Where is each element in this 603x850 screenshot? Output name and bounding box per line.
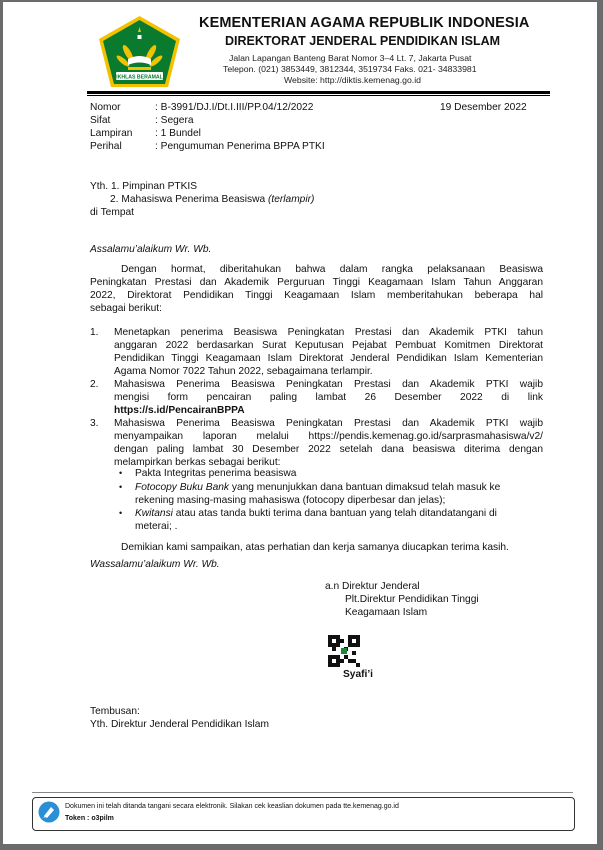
letter-page [3, 2, 597, 844]
signature-title-1: Plt.Direktur Pendidikan Tinggi [345, 594, 479, 605]
bullet-2-cont: rekening masing-masing mahasiswa (fotocopy diperbesar dan jelas); [135, 495, 446, 506]
nomor-label: Nomor [90, 102, 121, 113]
perihal-value: : Pengumuman Penerima BPPA PTKI [155, 141, 325, 152]
bullet-2: Fotocopy Buku Bank yang menunjukkan dana bantuan dimaksud telah masuk ke [135, 482, 501, 493]
closing-line: Demikian kami sampaikan, atas perhatian dan kerja samanya diucapkan terima kasih. [121, 542, 509, 553]
item-1-line: Agama Nomor 7022 Tahun 2022, sebagaimana terlampir. [114, 366, 373, 377]
pencairan-link[interactable]: https://s.id/PencairanBPPA [114, 405, 245, 416]
greeting: Assalamu’alaikum Wr. Wb. [90, 244, 212, 255]
phone-fax: Telepon. (021) 3853449, 3812344, 3519734 Faks. 021- 34833981 [223, 64, 477, 74]
item-3-line: dengan paling lambat 30 Desember 2022 setelah dana beasiswa diterima dengan [114, 444, 543, 455]
bullet-dot: • [119, 482, 123, 492]
item-number: 3. [90, 418, 99, 429]
header-rule-thick [87, 91, 550, 94]
tembusan-label: Tembusan: [90, 706, 140, 717]
item-number: 2. [90, 379, 99, 390]
item-3-line: Mahasiswa Penerima Beasiswa Peningkatan Prestasi dan Akademik PTKI wajib [114, 418, 543, 429]
intro-line: sebagai berikut: [90, 303, 162, 314]
tembusan-recipient: Yth. Direktur Jenderal Pendidikan Islam [90, 719, 269, 730]
intro-line: Dengan hormat, diberitahukan bahwa dalam rangka pelaksanaan Beasiswa [121, 264, 543, 275]
recipient-1: Yth. 1. Pimpinan PTKIS [90, 181, 198, 192]
item-1-line: Pendidikan Tinggi Keagamaan Islam Direktorat Jenderal Pendidikan Islam Kementerian [114, 353, 543, 364]
perihal-label: Perihal [90, 141, 122, 152]
item-1-line: anggaran 2022 berdasarkan Surat Keputusan Pejabat Pembuat Komitmen Direktorat [114, 340, 543, 351]
sifat-value: : Segera [155, 115, 194, 126]
directorate-name: DIREKTORAT JENDERAL PENDIDIKAN ISLAM [225, 34, 501, 48]
bullet-3: Kwitansi atau atas tanda bukti terima dana bantuan yang telah ditandatangani di [135, 508, 497, 519]
item-1-line: Menetapkan penerima Beasiswa Peningkatan Prestasi dan Akademik PTKI tahun [114, 327, 543, 338]
bullet-1: Pakta Integritas penerima beasiswa [135, 468, 297, 479]
signature-on-behalf: a.n Direktur Jenderal [325, 581, 420, 592]
item-number: 1. [90, 327, 99, 338]
sifat-label: Sifat [90, 115, 111, 126]
ministry-name: KEMENTERIAN AGAMA REPUBLIK INDONESIA [199, 15, 530, 31]
kemenag-logo [98, 15, 181, 88]
address: Jalan Lapangan Banteng Barat Nomor 3–4 Lt. 7, Jakarta Pusat [229, 53, 472, 63]
recipient-place: di Tempat [90, 207, 134, 218]
signer-name: Syafi’i [343, 669, 374, 680]
lampiran-value: : 1 Bundel [155, 128, 201, 139]
item-3-line: menyampaikan laporan melalui https://pendis.kemenag.go.id/sarprasmahasiswa/v2/ [114, 431, 543, 442]
bullet-3-cont: meterai; . [135, 521, 178, 532]
item-2-line: Mahasiswa Penerima Beasiswa Peningkatan Prestasi dan Akademik PTKI wajib [114, 379, 543, 390]
intro-line: Peningkatan Prestasi dan Akademik Perguruan Tinggi Keagamaan Islam Tahun Anggaran [90, 277, 543, 288]
qr-code-icon [328, 635, 360, 667]
bullet-dot: • [119, 468, 123, 478]
recipient-2: 2. Mahasiswa Penerima Beasiswa (terlampir) [110, 194, 315, 205]
letter-date: 19 Desember 2022 [440, 102, 527, 113]
footer-divider [32, 792, 573, 793]
e-sign-icon [38, 801, 60, 823]
lampiran-label: Lampiran [90, 128, 133, 139]
item-2-line: mengisi form pencairan paling lambat 26 Desember 2022 di link [114, 392, 543, 403]
header-rule-thin [87, 95, 550, 96]
bullet-dot: • [119, 508, 123, 518]
signature-title-2: Keagamaan Islam [345, 607, 428, 618]
item-3-line: melampirkan berkas sebagai berikut: [114, 457, 281, 468]
salam: Wassalamu’alaikum Wr. Wb. [90, 559, 220, 570]
intro-line: 2022, Direktorat Pendidikan Tinggi Keagamaan Islam memberitahukan beberapa hal [90, 290, 543, 301]
logo-motto: IKHLAS BERAMAL [116, 74, 163, 81]
footer-notice-text: Dokumen ini telah ditanda tangani secara elektronik. Silakan cek keaslian dokumen pada tte.kemenag.go.id [65, 803, 399, 810]
footer-token: Token : o3pilm [65, 815, 114, 822]
nomor-value: : B-3991/DJ.I/Dt.I.III/PP.04/12/2022 [155, 102, 314, 113]
website: Website: http://diktis.kemenag.go.id [284, 75, 421, 85]
